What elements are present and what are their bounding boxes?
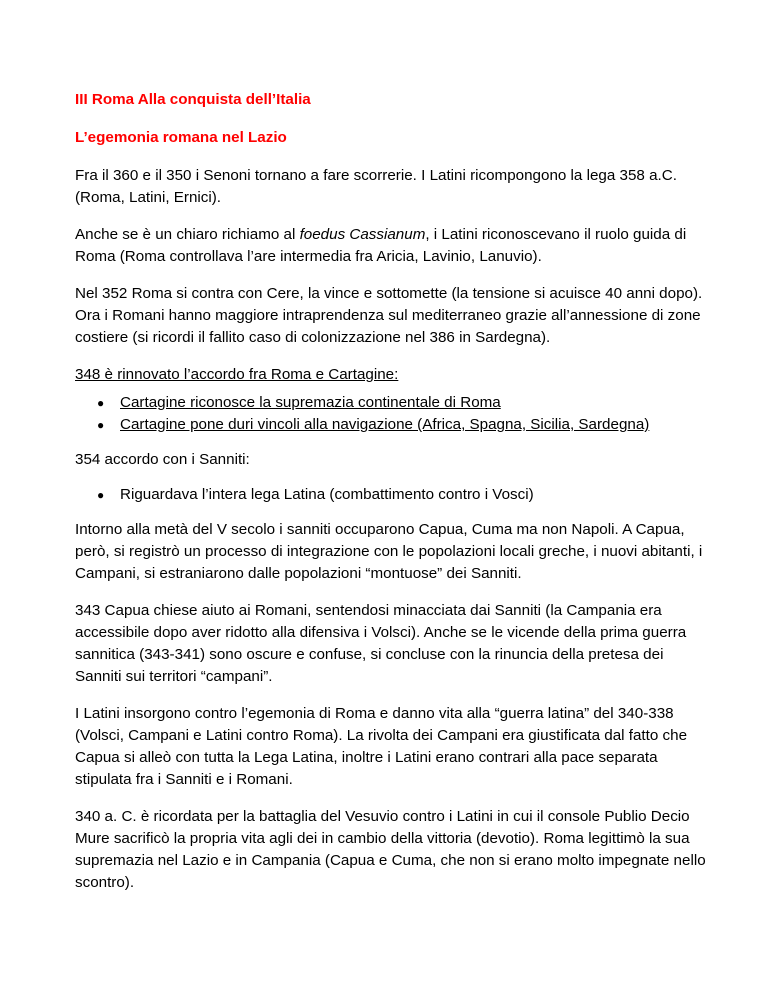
list-item (97, 392, 708, 414)
list-item (97, 484, 708, 506)
bullet-list-1 (75, 392, 708, 436)
bullet-icon: ● (97, 396, 105, 410)
section-heading: L’egemonia romana nel Lazio (75, 129, 287, 146)
paragraph-9: 340 a. C. è ricordata per la battaglia del Vesuvio contro i Latini in cui il console Publio Decio Mure sacrificò la propria vita agli dei in cambio della vittoria (devotio). Roma legittimò la sua supremazia nel Lazio e in Campania (Capua e Cuma, che non si erano molto impegnate nello scontro). (75, 808, 706, 891)
bullet-icon: ● (97, 418, 105, 432)
document-title: III Roma Alla conquista dell’Italia (75, 91, 311, 108)
paragraph-3: Nel 352 Roma si contra con Cere, la vince e sottomette (la tensione si acuisce 40 anni dopo). Ora i Romani hanno maggiore intraprendenza sul mediterraneo grazie all’annessione di zone costiere (si ricordi il fallito caso di colonizzazione nel 386 in Sardegna). (75, 285, 703, 346)
paragraph-2-start: Anche se è un chiaro richiamo al (75, 226, 300, 243)
list-item-text: Cartagine riconosce la supremazia continentale di Roma (120, 394, 501, 411)
list-item-text: Riguardava l’intera lega Latina (combattimento contro i Vosci) (120, 486, 534, 503)
paragraph-2-end: , i Latini riconoscevano il ruolo guida di Roma (Roma controllava l’are intermedia fra Aricia, Lavinio, Lanuvio). (75, 226, 687, 265)
paragraph-6: Intorno alla metà del V secolo i sanniti occuparono Capua, Cuma ma non Napoli. A Capua, però, si registrò un processo di integrazione con le popolazioni locali greche, i nuovi abitanti, i Campani, si estraniarono dalle popolazioni “montuose” dei Sanniti. (75, 521, 703, 582)
list-item-text: Cartagine pone duri vincoli alla navigazione (Africa, Spagna, Sicilia, Sardegna) (120, 416, 650, 433)
paragraph-4-underlined: 348 è rinnovato l’accordo fra Roma e Cartagine: (75, 366, 399, 383)
paragraph-8: I Latini insorgono contro l’egemonia di Roma e danno vita alla “guerra latina” del 340-338 (Volsci, Campani e Latini contro Roma). La rivolta dei Campani era giustificata dal fatto che Capua si alleò con tutta la Lega Latina, inoltre i Latini erano contrari alla pace separata stipulata fra i Sanniti e i Romani. (75, 705, 688, 788)
bullet-list-2 (75, 484, 708, 506)
paragraph-2 (75, 224, 708, 268)
paragraph-1: Fra il 360 e il 350 i Senoni tornano a fare scorrerie. I Latini ricompongono la lega 358 a.C. (Roma, Latini, Ernici). (75, 167, 677, 206)
paragraph-5: 354 accordo con i Sanniti: (75, 451, 250, 468)
paragraph-2-italic: foedus Cassianum (299, 226, 426, 243)
bullet-icon: ● (97, 488, 105, 502)
paragraph-7: 343 Capua chiese aiuto ai Romani, sentendosi minacciata dai Sanniti (la Campania era accessibile dopo aver ridotto alla difensiva i Volsci). Anche se le vicende della prima guerra sannitica (343-341) sono oscure e confuse, si concluse con la rinuncia della pretesa dei Sanniti sui territori “campani”. (75, 602, 687, 685)
list-item (97, 414, 708, 436)
